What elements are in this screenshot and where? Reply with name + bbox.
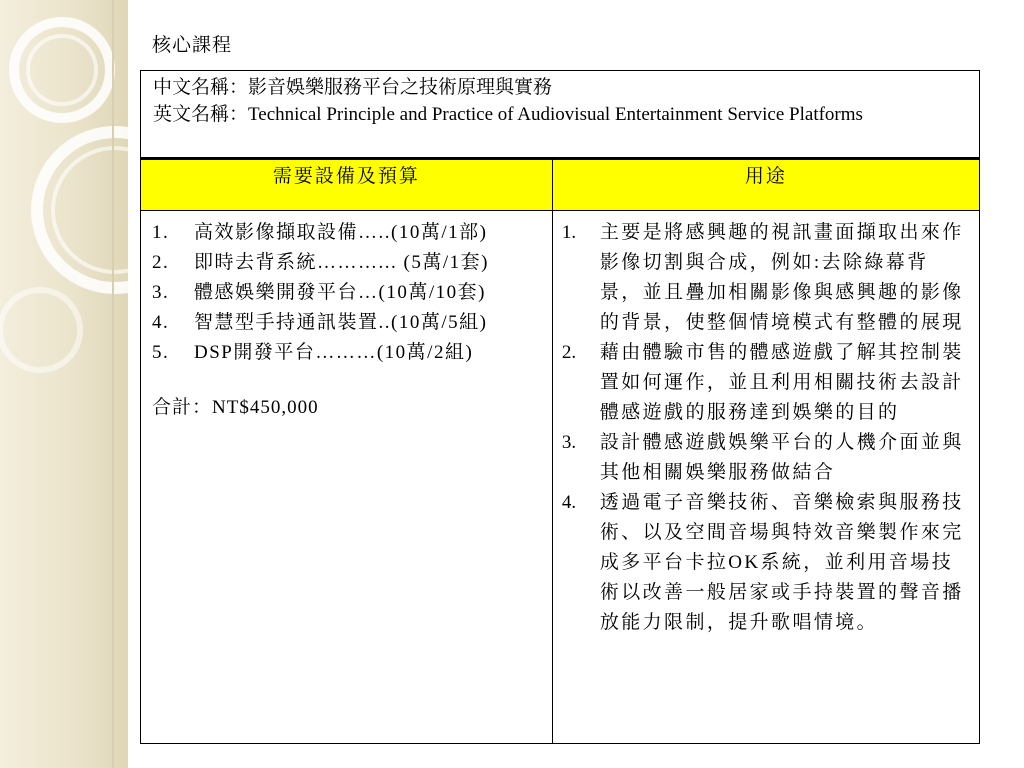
purpose-cell (552, 211, 979, 744)
item-text: 體感娛樂開發平台…(10萬/10套) (194, 282, 486, 303)
item-number: 4. (152, 312, 170, 333)
content-row (141, 211, 980, 744)
item-text: 高效影像擷取設備…..(10萬/1部) (194, 222, 488, 243)
decorative-ribbon (0, 0, 128, 768)
english-course-name: 英文名稱：Technical Principle and Practice of Audiovisual Entertainment Service Platforms (153, 104, 863, 125)
course-table (140, 70, 980, 744)
item-number: 1. (561, 222, 577, 243)
item-text: 透過電子音樂技術、音樂檢索與服務技術、以及空間音場與特效音樂製作來完成多平台卡拉OK系統，並利用音場技術以改善一般居家或手持裝置的聲音播放能力限制，提升歌唱情境。 (599, 492, 964, 633)
course-name-cell (141, 71, 980, 159)
list-item (562, 218, 966, 338)
purpose-header: 用途 (552, 159, 979, 211)
item-number: 5. (152, 342, 170, 363)
item-text: DSP開發平台………(10萬/2組) (194, 342, 474, 363)
list-item (152, 308, 551, 338)
equipment-cell (141, 211, 553, 744)
list-item (562, 428, 966, 488)
item-number: 4. (561, 492, 577, 513)
item-text: 藉由體驗市售的體感遊戲了解其控制裝置如何運作，並且利用相關技術去設計體感遊戲的服務達到娛樂的目的 (599, 342, 964, 423)
budget-total: 合計：NT$450,000 (152, 397, 319, 418)
purpose-list (554, 212, 978, 638)
course-name-row (141, 71, 980, 159)
item-number: 3. (152, 282, 170, 303)
item-number: 1. (152, 222, 170, 243)
chinese-course-name: 中文名稱：影音娛樂服務平台之技術原理與實務 (153, 77, 553, 98)
list-item (562, 488, 966, 638)
list-item (152, 278, 551, 308)
list-item (152, 248, 551, 278)
item-number: 2. (561, 342, 577, 363)
item-number: 3. (561, 432, 577, 453)
header-row (141, 159, 980, 211)
equipment-list (142, 212, 551, 368)
list-item (152, 218, 551, 248)
list-item (152, 338, 551, 368)
decorative-circles (0, 0, 128, 768)
item-text: 智慧型手持通訊裝置..(10萬/5組) (194, 312, 488, 333)
item-text: 主要是將感興趣的視訊畫面擷取出來作影像切割與合成，例如:去除綠幕背景，並且疊加相關影像與感興趣的影像的背景，使整個情境模式有整體的展現 (599, 222, 964, 333)
item-text: 即時去背系統………... (5萬/1套) (194, 252, 489, 273)
ribbon-divider (112, 0, 114, 768)
list-item (562, 338, 966, 428)
item-text: 設計體感遊戲娛樂平台的人機介面並與其他相關娛樂服務做結合 (599, 432, 964, 483)
slide-title: 核心課程 (152, 35, 233, 56)
equipment-header: 需要設備及預算 (141, 159, 553, 211)
item-number: 2. (152, 252, 170, 273)
